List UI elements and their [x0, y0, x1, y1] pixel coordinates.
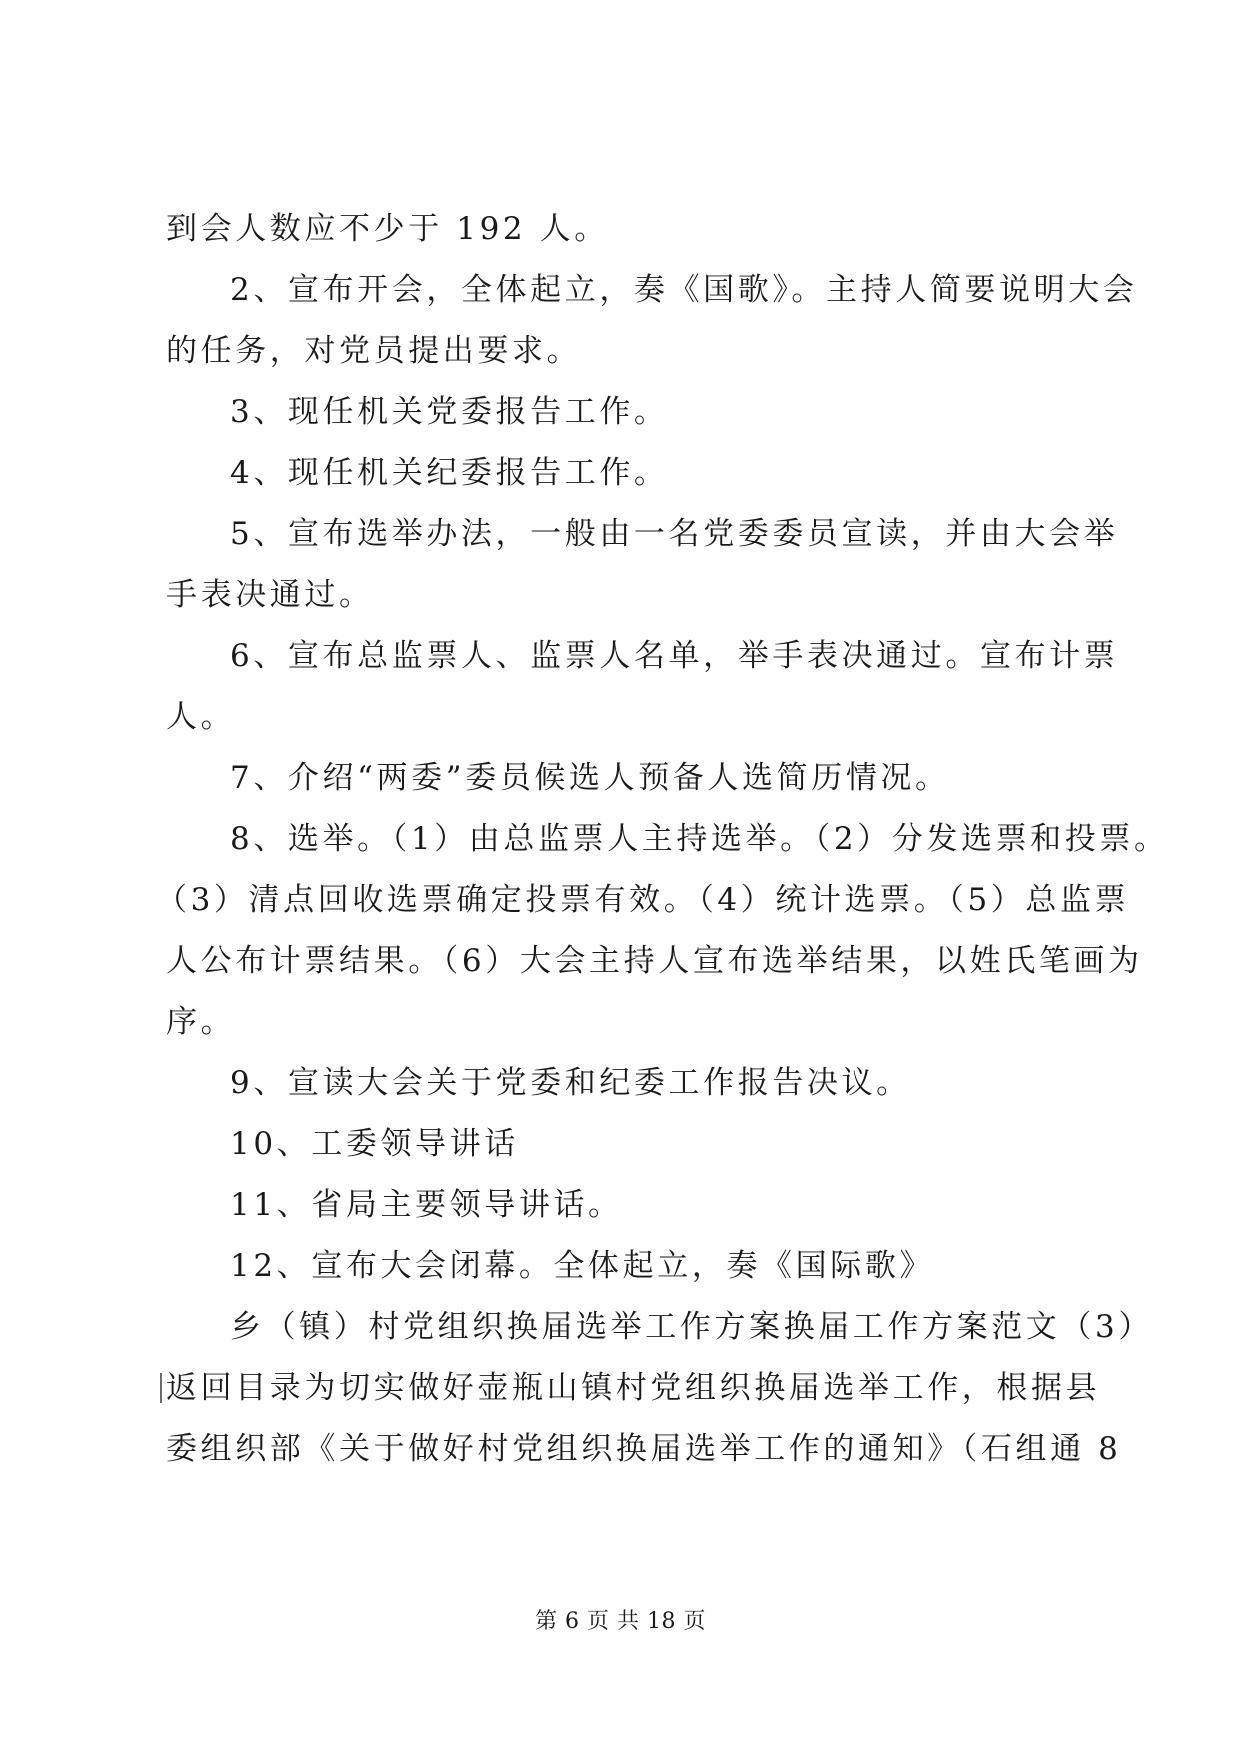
paragraph-line [160, 1368, 1100, 1408]
paragraph-line: 5、宣布选举办法，一般由一名党委委员宣读，并由大会举 [230, 516, 1119, 552]
paragraph-line: 8、选举。（1）由总监票人主持选举。（2）分发选票和投票。 [230, 821, 1169, 857]
section-heading-line: 乡（镇）村党组织换届选举工作方案换届工作方案范文（3） [230, 1309, 1153, 1345]
page-footer: 第 6 页 共 18 页 [535, 1609, 706, 1634]
paragraph-line: 人。 [166, 699, 236, 735]
paragraph-line: 11、省局主要领导讲话。 [230, 1187, 623, 1223]
paragraph-line: 人公布计票结果。（6）大会主持人宣布选举结果，以姓氏笔画为 [166, 943, 1143, 979]
paragraph-line: 3、现任机关党委报告工作。 [230, 394, 669, 430]
paragraph-line: 9、宣读大会关于党委和纪委工作报告决议。 [230, 1065, 911, 1101]
paragraph-line: 4、现任机关纪委报告工作。 [230, 455, 669, 491]
paragraph-line: 12、宣布大会闭幕。全体起立，奏《国际歌》 [230, 1248, 935, 1284]
paragraph-line: 手表决通过。 [166, 577, 374, 613]
paragraph-line: 6、宣布总监票人、监票人名单，举手表决通过。宣布计票 [230, 638, 1119, 674]
paragraph-line: 7、介绍“两委”委员候选人预备人选简历情况。 [230, 760, 950, 796]
paragraph-line: 10、工委领导讲话 [230, 1126, 519, 1162]
paragraph-line: 2、宣布开会，全体起立，奏《国歌》。主持人简要说明大会 [230, 272, 1138, 308]
paragraph-line: 到会人数应不少于 192 人。 [166, 211, 609, 247]
return-to-contents-text: 返回目录为切实做好壶瓶山镇村党组织换届选举工作，根据县 [166, 1370, 1101, 1406]
text-cursor [160, 1373, 162, 1403]
paragraph-line: 序。 [166, 1004, 236, 1040]
paragraph-line: （3）清点回收选票确定投票有效。（4）统计选票。（5）总监票 [156, 882, 1130, 918]
paragraph-line: 委组织部《关于做好村党组织换届选举工作的通知》（石组通 8 [166, 1431, 1122, 1467]
paragraph-line: 的任务，对党员提出要求。 [166, 333, 582, 369]
